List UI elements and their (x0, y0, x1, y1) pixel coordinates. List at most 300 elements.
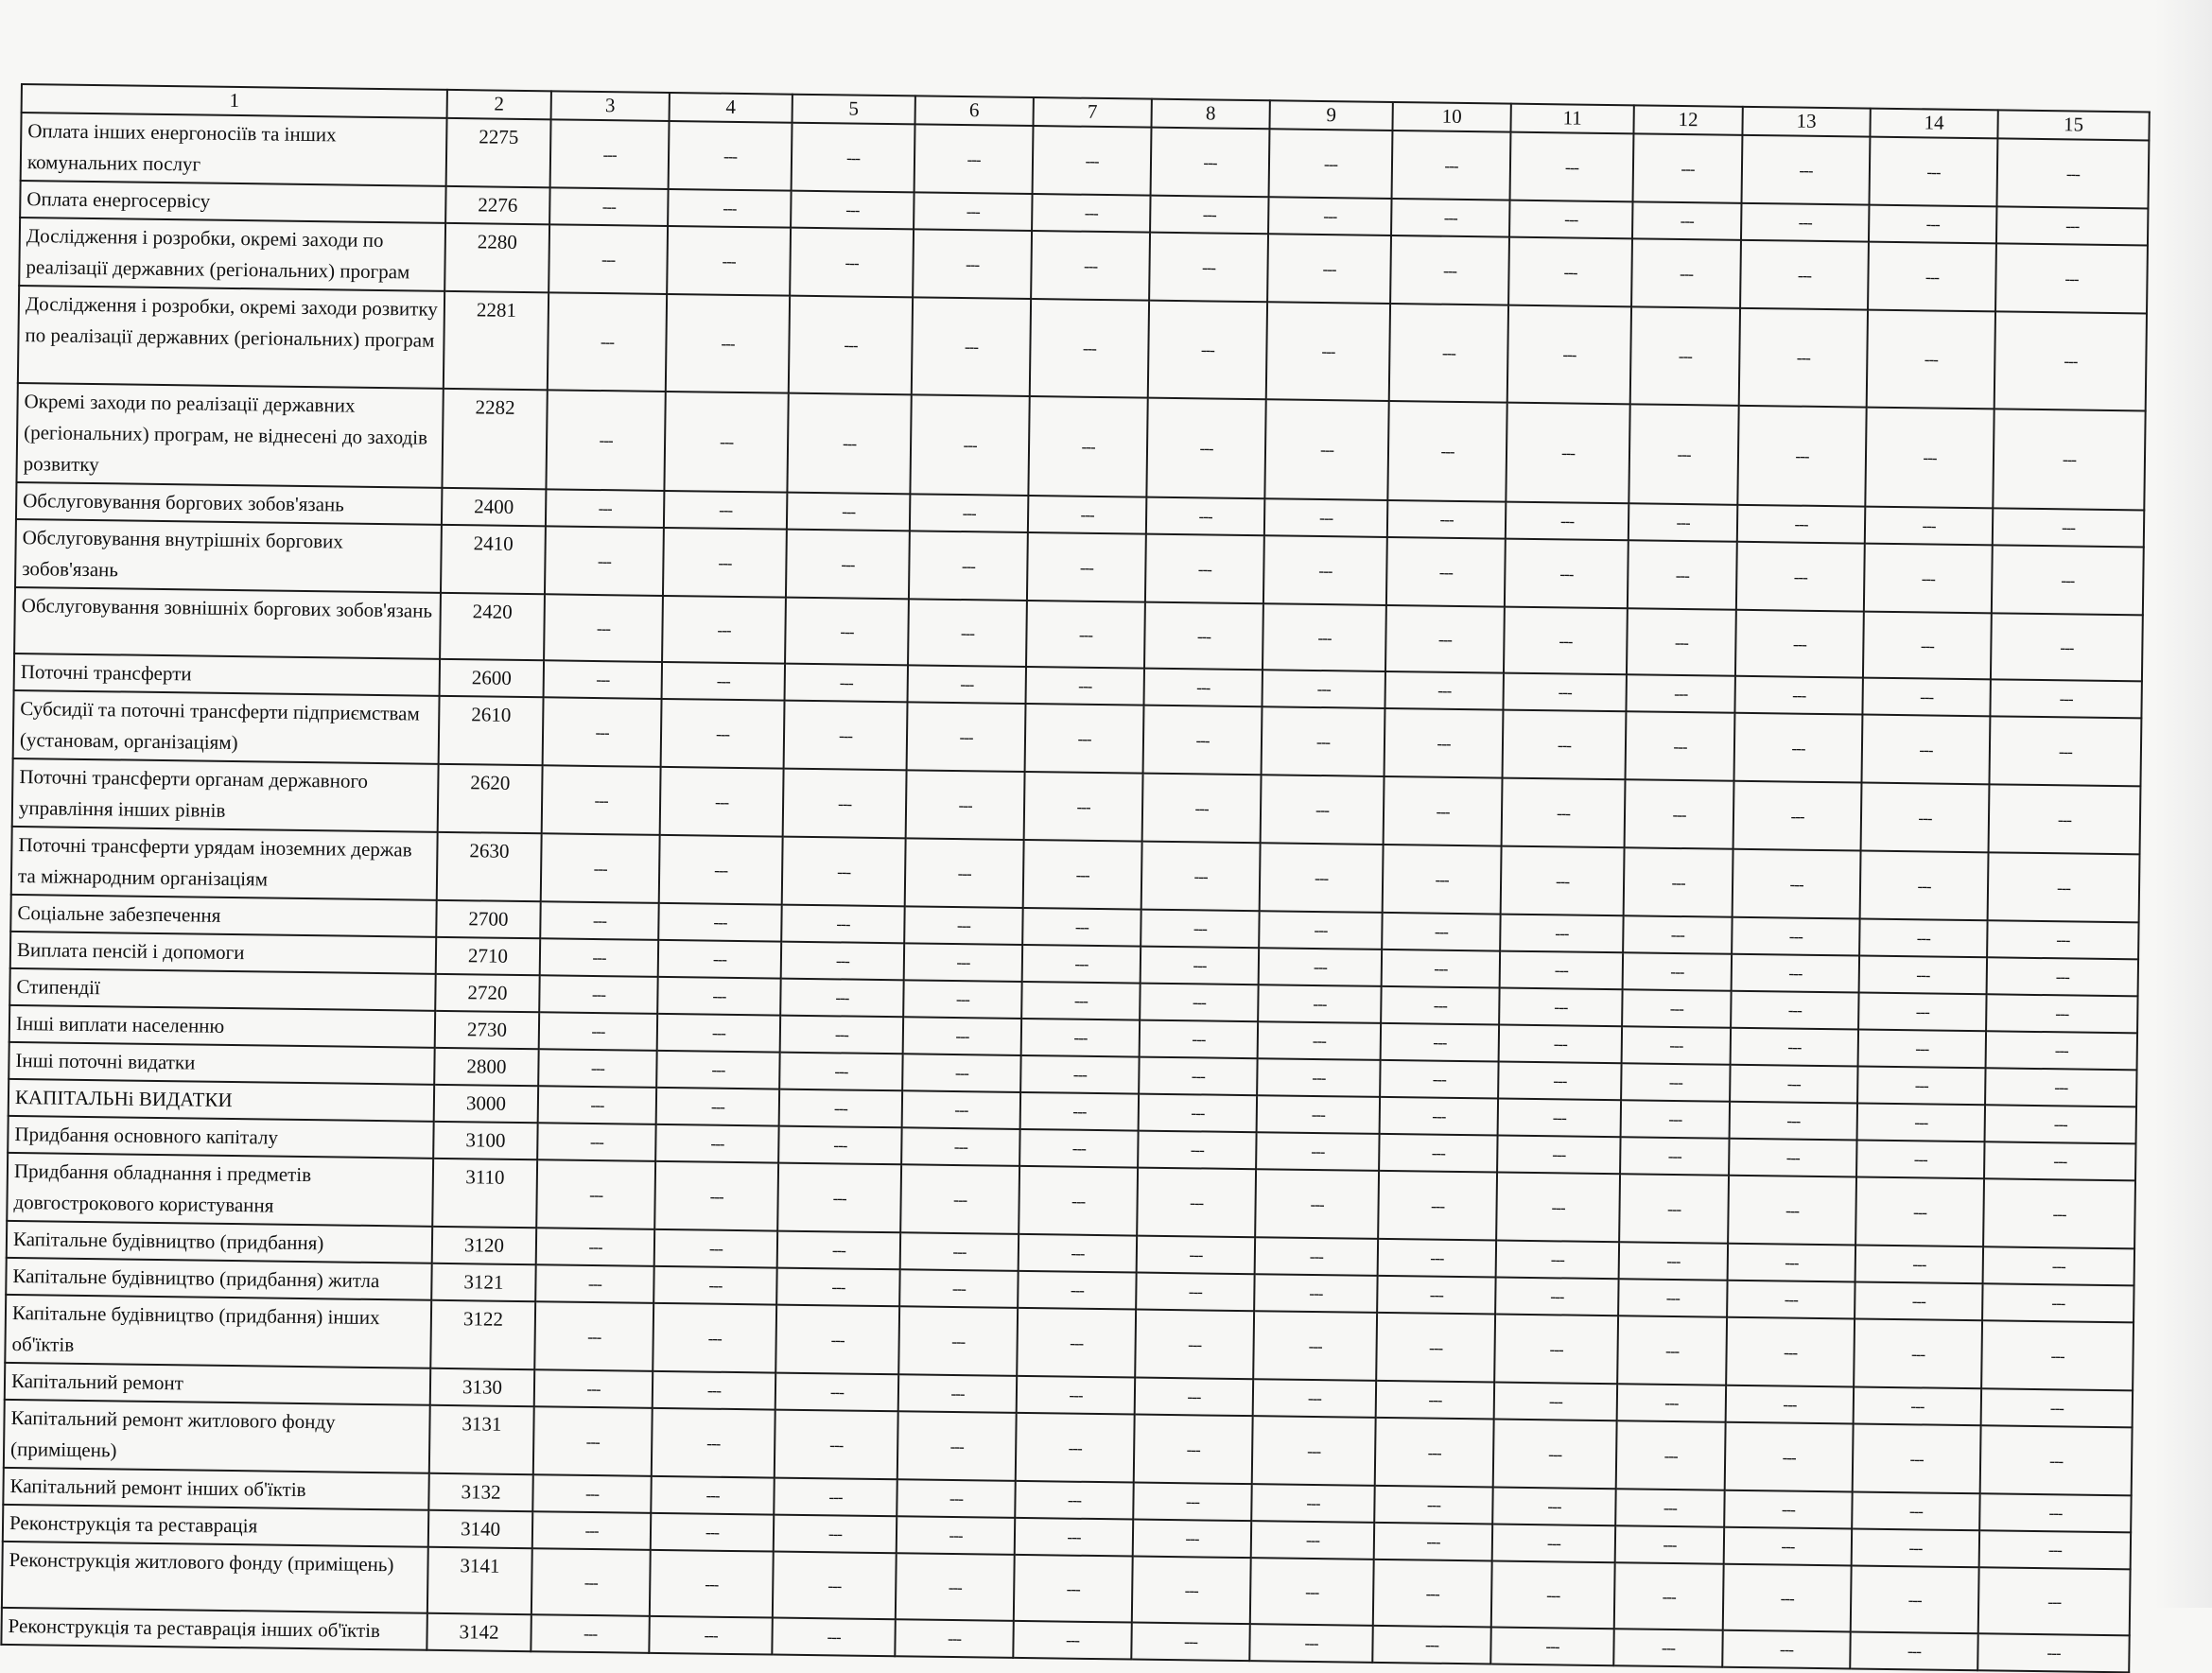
empty-value-cell: --- (1030, 299, 1149, 398)
column-header-15: 15 (1997, 110, 2149, 140)
empty-value-cell: --- (1614, 1562, 1724, 1629)
empty-value-cell: --- (1990, 679, 2141, 718)
empty-value-cell: --- (1384, 776, 1503, 846)
row-code: 3000 (434, 1085, 539, 1123)
empty-value-cell: --- (1858, 1030, 1986, 1069)
empty-value-cell: --- (1858, 993, 1986, 1032)
empty-value-cell: --- (1494, 1315, 1618, 1385)
empty-value-cell: --- (1723, 1564, 1852, 1632)
empty-value-cell: --- (539, 1012, 657, 1051)
column-header-6: 6 (915, 96, 1034, 126)
empty-value-cell: --- (1979, 1493, 2131, 1532)
empty-value-cell: --- (780, 979, 903, 1018)
empty-value-cell: --- (778, 1126, 901, 1165)
empty-value-cell: --- (774, 1515, 897, 1554)
empty-value-cell: --- (1856, 1141, 1984, 1179)
empty-value-cell: --- (666, 294, 790, 393)
empty-value-cell: --- (544, 660, 662, 699)
empty-value-cell: --- (541, 833, 660, 903)
empty-value-cell: --- (1996, 138, 2149, 208)
empty-value-cell: --- (657, 977, 780, 1016)
empty-value-cell: --- (1627, 608, 1736, 675)
empty-value-cell: --- (1991, 613, 2143, 681)
empty-value-cell: --- (1026, 601, 1145, 669)
empty-value-cell: --- (1135, 1378, 1253, 1417)
empty-value-cell: --- (1146, 497, 1264, 536)
empty-value-cell: --- (1851, 1565, 1979, 1633)
column-header-8: 8 (1151, 99, 1269, 130)
empty-value-cell: --- (658, 903, 781, 942)
empty-value-cell: --- (1264, 498, 1387, 537)
row-name: Субсидії та поточні трансферти підприємствам (установам, організаціям) (13, 690, 440, 764)
empty-value-cell: --- (1015, 1481, 1133, 1520)
empty-value-cell: --- (1506, 502, 1629, 541)
empty-value-cell: --- (1983, 1246, 2134, 1285)
empty-value-cell: --- (1861, 783, 1990, 853)
empty-value-cell: --- (902, 1090, 1020, 1129)
row-code: 2400 (442, 488, 547, 526)
empty-value-cell: --- (1033, 126, 1152, 196)
empty-value-cell: --- (1023, 840, 1142, 910)
empty-value-cell: --- (1740, 240, 1869, 310)
empty-value-cell: --- (1630, 306, 1740, 405)
empty-value-cell: --- (1268, 197, 1391, 235)
empty-value-cell: --- (1392, 131, 1511, 200)
empty-value-cell: --- (1855, 1246, 1983, 1284)
empty-value-cell: --- (659, 835, 783, 905)
empty-value-cell: --- (1380, 1060, 1498, 1099)
empty-value-cell: --- (1863, 612, 1992, 680)
budget-sheet (0, 83, 2148, 1673)
empty-value-cell: --- (1727, 1281, 1855, 1319)
empty-value-cell: --- (1032, 194, 1150, 233)
column-header-7: 7 (1034, 97, 1152, 128)
empty-value-cell: --- (1376, 1313, 1495, 1383)
empty-value-cell: --- (1622, 1026, 1732, 1065)
empty-value-cell: --- (1726, 1385, 1854, 1424)
empty-value-cell: --- (1249, 1624, 1372, 1663)
row-code: 2710 (436, 937, 541, 975)
empty-value-cell: --- (895, 1619, 1013, 1658)
empty-value-cell: --- (1497, 1136, 1620, 1175)
empty-value-cell: --- (1139, 1094, 1257, 1133)
empty-value-cell: --- (1024, 772, 1143, 842)
empty-value-cell: --- (1613, 1629, 1723, 1667)
empty-value-cell: --- (1981, 1388, 2133, 1427)
empty-value-cell: --- (1263, 603, 1386, 671)
empty-value-cell: --- (775, 1410, 898, 1480)
empty-value-cell: --- (1981, 1320, 2134, 1390)
empty-value-cell: --- (1626, 674, 1735, 713)
column-header-14: 14 (1870, 109, 1997, 139)
empty-value-cell: --- (1381, 986, 1499, 1025)
row-name: Капітальне будівництво (придбання) інших об'їктів (5, 1295, 431, 1368)
empty-value-cell: --- (649, 1616, 772, 1655)
scan-edge-shade (2155, 0, 2212, 1608)
empty-value-cell: --- (1621, 1100, 1731, 1139)
empty-value-cell: --- (791, 191, 914, 230)
empty-value-cell: --- (531, 1614, 649, 1653)
empty-value-cell: --- (1989, 784, 2141, 854)
empty-value-cell: --- (1027, 532, 1146, 602)
row-code: 2276 (445, 186, 550, 224)
empty-value-cell: --- (897, 1411, 1017, 1481)
empty-value-cell: --- (1131, 1623, 1249, 1662)
empty-value-cell: --- (1629, 404, 1738, 504)
row-name: Обслуговування боргових зобов'язань (16, 482, 442, 525)
row-code: 2800 (434, 1048, 539, 1086)
empty-value-cell: --- (545, 526, 664, 596)
empty-value-cell: --- (654, 1161, 778, 1231)
empty-value-cell: --- (664, 491, 787, 530)
empty-value-cell: --- (1625, 779, 1734, 848)
empty-value-cell: --- (1739, 308, 1868, 408)
column-header-9: 9 (1269, 100, 1392, 131)
empty-value-cell: --- (1015, 1518, 1133, 1557)
empty-value-cell: --- (1386, 537, 1506, 607)
empty-value-cell: --- (653, 1371, 775, 1410)
empty-value-cell: --- (537, 1123, 655, 1161)
empty-value-cell: --- (1141, 842, 1261, 912)
empty-value-cell: --- (1142, 774, 1262, 844)
empty-value-cell: --- (531, 1548, 651, 1616)
empty-value-cell: --- (1621, 1063, 1731, 1102)
empty-value-cell: --- (1852, 1528, 1979, 1567)
row-code: 2281 (444, 291, 549, 390)
empty-value-cell: --- (1378, 1239, 1496, 1278)
empty-value-cell: --- (1017, 1308, 1136, 1378)
empty-value-cell: --- (1019, 1129, 1138, 1168)
empty-value-cell: --- (1860, 851, 1989, 921)
empty-value-cell: --- (1258, 1021, 1381, 1060)
empty-value-cell: --- (652, 1408, 775, 1478)
empty-value-cell: --- (1493, 1420, 1617, 1490)
empty-value-cell: --- (1857, 1067, 1985, 1106)
empty-value-cell: --- (776, 1268, 899, 1307)
empty-value-cell: --- (1380, 1097, 1498, 1136)
empty-value-cell: --- (1253, 1311, 1377, 1381)
empty-value-cell: --- (534, 1369, 653, 1408)
empty-value-cell: --- (536, 1159, 655, 1229)
empty-value-cell: --- (772, 1618, 895, 1657)
empty-value-cell: --- (1496, 1173, 1620, 1243)
empty-value-cell: --- (780, 1016, 903, 1054)
empty-value-cell: --- (910, 494, 1028, 532)
empty-value-cell: --- (1859, 919, 1987, 958)
row-name: Виплата пенсій і допомоги (10, 932, 436, 974)
empty-value-cell: --- (1385, 671, 1503, 710)
empty-value-cell: --- (1269, 129, 1393, 199)
empty-value-cell: --- (538, 1049, 656, 1088)
empty-value-cell: --- (1377, 1276, 1495, 1315)
row-code: 3130 (430, 1368, 535, 1406)
empty-value-cell: --- (1865, 507, 1993, 546)
empty-value-cell: --- (1732, 917, 1859, 956)
empty-value-cell: --- (1620, 1137, 1730, 1176)
empty-value-cell: --- (1254, 1274, 1377, 1313)
empty-value-cell: --- (1150, 196, 1268, 235)
empty-value-cell: --- (1731, 991, 1858, 1030)
row-name: Придбання обладнання і предметів довгострокового користування (7, 1153, 433, 1227)
empty-value-cell: --- (898, 1306, 1018, 1376)
row-code: 2720 (435, 974, 540, 1012)
empty-value-cell: --- (787, 393, 911, 495)
row-code: 3100 (433, 1122, 538, 1159)
row-name: Дослідження і розробки, окремі заходи по реалізації державних (регіональних) програм (19, 218, 445, 291)
budget-table (0, 83, 2150, 1673)
empty-value-cell: --- (783, 769, 907, 839)
empty-value-cell: --- (781, 905, 904, 944)
column-header-13: 13 (1742, 107, 1870, 137)
empty-value-cell: --- (781, 942, 904, 981)
empty-value-cell: --- (1139, 1057, 1257, 1096)
empty-value-cell: --- (790, 228, 914, 298)
empty-value-cell: --- (651, 1513, 774, 1552)
empty-value-cell: --- (910, 394, 1029, 496)
empty-value-cell: --- (1986, 994, 2137, 1033)
empty-value-cell: --- (1134, 1415, 1253, 1485)
empty-value-cell: --- (653, 1266, 776, 1305)
empty-value-cell: --- (1734, 676, 1862, 715)
row-code: 3140 (428, 1510, 533, 1548)
empty-value-cell: --- (661, 699, 785, 769)
empty-value-cell: --- (1258, 985, 1381, 1023)
empty-value-cell: --- (785, 598, 909, 666)
row-code: 3141 (427, 1547, 532, 1614)
empty-value-cell: --- (1850, 1631, 1977, 1670)
empty-value-cell: --- (1143, 706, 1263, 776)
empty-value-cell: --- (1019, 1166, 1138, 1236)
empty-value-cell: --- (1132, 1557, 1251, 1625)
empty-value-cell: --- (1499, 988, 1622, 1027)
row-code: 3131 (429, 1405, 534, 1474)
empty-value-cell: --- (1389, 304, 1508, 403)
empty-value-cell: --- (1133, 1483, 1251, 1522)
empty-value-cell: --- (1505, 539, 1629, 609)
empty-value-cell: --- (1138, 1131, 1256, 1170)
empty-value-cell: --- (1141, 910, 1259, 949)
empty-value-cell: --- (1618, 1279, 1728, 1317)
empty-value-cell: --- (913, 229, 1032, 299)
empty-value-cell: --- (539, 975, 657, 1014)
empty-value-cell: --- (1506, 403, 1629, 504)
empty-value-cell: --- (1735, 610, 1864, 678)
empty-value-cell: --- (1383, 845, 1502, 915)
empty-value-cell: --- (1021, 1019, 1140, 1057)
empty-value-cell: --- (1629, 503, 1738, 542)
empty-value-cell: --- (787, 493, 910, 532)
row-code: 2280 (444, 223, 549, 292)
empty-value-cell: --- (658, 940, 781, 979)
empty-value-cell: --- (1992, 545, 2144, 615)
empty-value-cell: --- (1135, 1310, 1254, 1380)
empty-value-cell: --- (1491, 1560, 1615, 1629)
empty-value-cell: --- (1264, 399, 1388, 500)
empty-value-cell: --- (1382, 913, 1500, 951)
empty-value-cell: --- (1857, 1104, 1985, 1142)
empty-value-cell: --- (785, 664, 908, 703)
empty-value-cell: --- (1022, 908, 1141, 947)
empty-value-cell: --- (1731, 1028, 1858, 1067)
empty-value-cell: --- (1623, 915, 1733, 954)
empty-value-cell: --- (1251, 1521, 1374, 1560)
empty-value-cell: --- (1985, 1068, 2136, 1107)
empty-value-cell: --- (669, 121, 792, 191)
empty-value-cell: --- (1741, 203, 1869, 242)
empty-value-cell: --- (1868, 242, 1996, 312)
column-header-4: 4 (670, 93, 792, 123)
empty-value-cell: --- (1861, 715, 1990, 785)
empty-value-cell: --- (900, 1232, 1019, 1271)
empty-value-cell: --- (1732, 954, 1859, 993)
empty-value-cell: --- (1631, 238, 1741, 307)
empty-value-cell: --- (909, 531, 1028, 601)
empty-value-cell: --- (1987, 957, 2138, 996)
empty-value-cell: --- (1252, 1416, 1376, 1486)
empty-value-cell: --- (532, 1474, 651, 1513)
empty-value-cell: --- (1498, 1099, 1621, 1138)
row-code: 2410 (441, 525, 546, 594)
empty-value-cell: --- (650, 1550, 774, 1618)
column-header-12: 12 (1633, 105, 1742, 135)
empty-value-cell: --- (897, 1479, 1015, 1518)
empty-value-cell: --- (651, 1476, 774, 1515)
empty-value-cell: --- (1730, 1102, 1857, 1141)
empty-value-cell: --- (1510, 132, 1634, 202)
empty-value-cell: --- (1374, 1486, 1492, 1525)
empty-value-cell: --- (1508, 237, 1632, 307)
empty-value-cell: --- (1018, 1271, 1136, 1310)
empty-value-cell: --- (904, 906, 1022, 945)
empty-value-cell: --- (535, 1264, 653, 1303)
empty-value-cell: --- (1500, 915, 1623, 953)
table-body (1, 113, 2149, 1672)
empty-value-cell: --- (1028, 396, 1147, 497)
row-name: Реконструкція житлового фонду (приміщень) (2, 1542, 428, 1613)
empty-value-cell: --- (1148, 301, 1267, 400)
row-name: Інші поточні видатки (9, 1042, 434, 1085)
empty-value-cell: --- (544, 594, 663, 662)
empty-value-cell: --- (1261, 775, 1385, 845)
empty-value-cell: --- (1722, 1630, 1850, 1669)
empty-value-cell: --- (774, 1478, 897, 1517)
empty-value-cell: --- (782, 837, 906, 907)
empty-value-cell: --- (1986, 1031, 2137, 1070)
empty-value-cell: --- (546, 390, 665, 491)
empty-value-cell: --- (1253, 1379, 1376, 1418)
empty-value-cell: --- (540, 938, 658, 977)
empty-value-cell: --- (1492, 1488, 1615, 1526)
row-code: 2600 (440, 659, 545, 697)
empty-value-cell: --- (1617, 1316, 1727, 1385)
row-name: КАПІТАЛЬНі ВИДАТКИ (9, 1079, 434, 1122)
empty-value-cell: --- (550, 119, 670, 189)
empty-value-cell: --- (1616, 1420, 1726, 1490)
empty-value-cell: --- (1262, 706, 1385, 776)
empty-value-cell: --- (662, 596, 786, 664)
empty-value-cell: --- (1632, 201, 1742, 240)
row-name: Реконструкція та реставрація (3, 1505, 428, 1547)
empty-value-cell: --- (896, 1553, 1015, 1621)
empty-value-cell: --- (1143, 669, 1262, 707)
empty-value-cell: --- (1864, 544, 1993, 614)
empty-value-cell: --- (775, 1305, 899, 1375)
empty-value-cell: --- (908, 665, 1026, 704)
empty-value-cell: --- (777, 1163, 901, 1233)
empty-value-cell: --- (1993, 508, 2144, 547)
empty-value-cell: --- (656, 1051, 779, 1089)
empty-value-cell: --- (1737, 406, 1866, 507)
row-code: 3122 (430, 1300, 535, 1369)
empty-value-cell: --- (549, 187, 668, 226)
empty-value-cell: --- (1988, 852, 2140, 922)
empty-value-cell: --- (1615, 1489, 1725, 1527)
empty-value-cell: --- (1017, 1376, 1135, 1415)
row-name: Поточні трансферти органам державного управління інших рівнів (12, 758, 439, 832)
empty-value-cell: --- (1982, 1283, 2134, 1322)
empty-value-cell: --- (789, 296, 913, 395)
empty-value-cell: --- (1014, 1555, 1133, 1623)
row-name: Дослідження і розробки, окремі заходи розвитку по реалізації державних (регіональних) програм (18, 286, 444, 389)
empty-value-cell: --- (1983, 1178, 2135, 1248)
empty-value-cell: --- (1260, 843, 1384, 913)
row-name: Капітальний ремонт інших об'їктів (3, 1468, 428, 1510)
row-name: Капітальне будівництво (придбання) житла (6, 1258, 431, 1300)
empty-value-cell: --- (1026, 667, 1144, 706)
column-header-5: 5 (792, 95, 915, 125)
empty-value-cell: --- (1995, 243, 2148, 313)
empty-value-cell: --- (1020, 1092, 1139, 1131)
empty-value-cell: --- (903, 1017, 1021, 1055)
empty-value-cell: --- (907, 702, 1026, 772)
empty-value-cell: --- (1140, 984, 1258, 1022)
empty-value-cell: --- (1137, 1168, 1256, 1238)
empty-value-cell: --- (1619, 1174, 1729, 1243)
empty-value-cell: --- (532, 1511, 651, 1550)
empty-value-cell: --- (1855, 1281, 1982, 1320)
column-header-10: 10 (1392, 102, 1510, 132)
empty-value-cell: --- (779, 1053, 902, 1091)
row-code: 3132 (428, 1473, 533, 1511)
empty-value-cell: --- (903, 980, 1021, 1019)
empty-value-cell: --- (912, 297, 1031, 396)
empty-value-cell: --- (775, 1373, 898, 1412)
empty-value-cell: --- (786, 530, 910, 600)
empty-value-cell: --- (1728, 1176, 1856, 1246)
row-name: Оплата енергосервісу (20, 181, 445, 223)
column-header-3: 3 (551, 91, 670, 121)
empty-value-cell: --- (1989, 716, 2141, 786)
row-name: Інші виплати населенню (9, 1005, 435, 1048)
row-name: Окремі заходи по реалізації державних (регіональних) програм, не віднесені до заходів розвитку (16, 383, 443, 488)
empty-value-cell: --- (546, 489, 664, 528)
empty-value-cell: --- (657, 1014, 780, 1053)
empty-value-cell: --- (1255, 1169, 1379, 1239)
empty-value-cell: --- (1728, 1244, 1855, 1282)
empty-value-cell: --- (1502, 778, 1626, 848)
empty-value-cell: --- (1622, 989, 1732, 1028)
empty-value-cell: --- (1504, 607, 1628, 675)
row-name: Соціальне забезпечення (10, 895, 436, 937)
empty-value-cell: --- (1144, 602, 1263, 671)
row-name: Обслуговування зовнішніх боргових зобов'язань (14, 587, 441, 659)
empty-value-cell: --- (1500, 951, 1623, 990)
empty-value-cell: --- (898, 1374, 1017, 1413)
empty-value-cell: --- (1141, 947, 1259, 985)
row-code: 2275 (446, 118, 551, 187)
empty-value-cell: --- (904, 943, 1022, 982)
empty-value-cell: --- (1146, 398, 1265, 499)
